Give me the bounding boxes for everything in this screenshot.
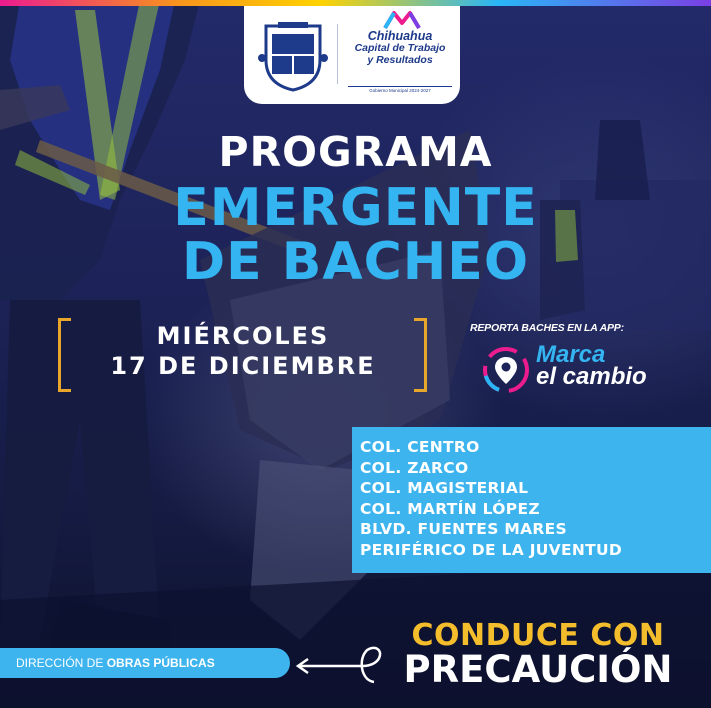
direccion-name: OBRAS PÚBLICAS [106, 656, 215, 670]
chihuahua-m-logo-icon [382, 10, 422, 30]
title-line-2: EMERGENTE [173, 178, 538, 238]
report-app-label: REPORTA BACHES EN LA APP: [470, 322, 624, 334]
direccion-prefix: DIRECCIÓN DE [16, 656, 107, 670]
header-logo-panel [244, 6, 460, 104]
title-line-1: PROGRAMA [218, 128, 493, 176]
slogan-line-1: Capital de Trabajo [354, 42, 446, 54]
warning-line-2: PRECAUCIÓN [403, 648, 673, 691]
slogan-line-2: y Resultados [367, 54, 433, 66]
list-item: PERIFÉRICO DE LA JUVENTUD [360, 540, 623, 559]
city-coat-of-arms-icon [258, 18, 328, 94]
app-name-line-1: Marca [536, 341, 606, 368]
direccion-badge [0, 648, 290, 678]
city-slogan [344, 30, 456, 66]
app-name [536, 341, 647, 390]
list-item: COL. MARTÍN LÓPEZ [360, 499, 540, 518]
city-name: Chihuahua [367, 29, 433, 43]
colonias-list [360, 437, 622, 560]
list-item: COL. CENTRO [360, 438, 480, 456]
date-weekday: MIÉRCOLES [156, 322, 330, 350]
government-period: Gobierno Municipal 2024-2027 [348, 86, 452, 93]
curved-arrow-icon [292, 640, 392, 690]
app-name-line-2: el cambio [536, 363, 647, 390]
map-pin-icon [482, 346, 530, 394]
title-line-3: DE BACHEO [181, 232, 530, 292]
date-day-month: 17 DE DICIEMBRE [110, 352, 376, 380]
list-item: BLVD. FUENTES MARES [360, 520, 567, 538]
logo-divider [337, 24, 338, 84]
marca-el-cambio-logo [478, 341, 678, 396]
warning-line-1: CONDUCE CON [411, 618, 665, 653]
list-item: COL. MAGISTERIAL [360, 479, 529, 497]
direccion-label [16, 656, 215, 670]
list-item: COL. ZARCO [360, 458, 469, 477]
